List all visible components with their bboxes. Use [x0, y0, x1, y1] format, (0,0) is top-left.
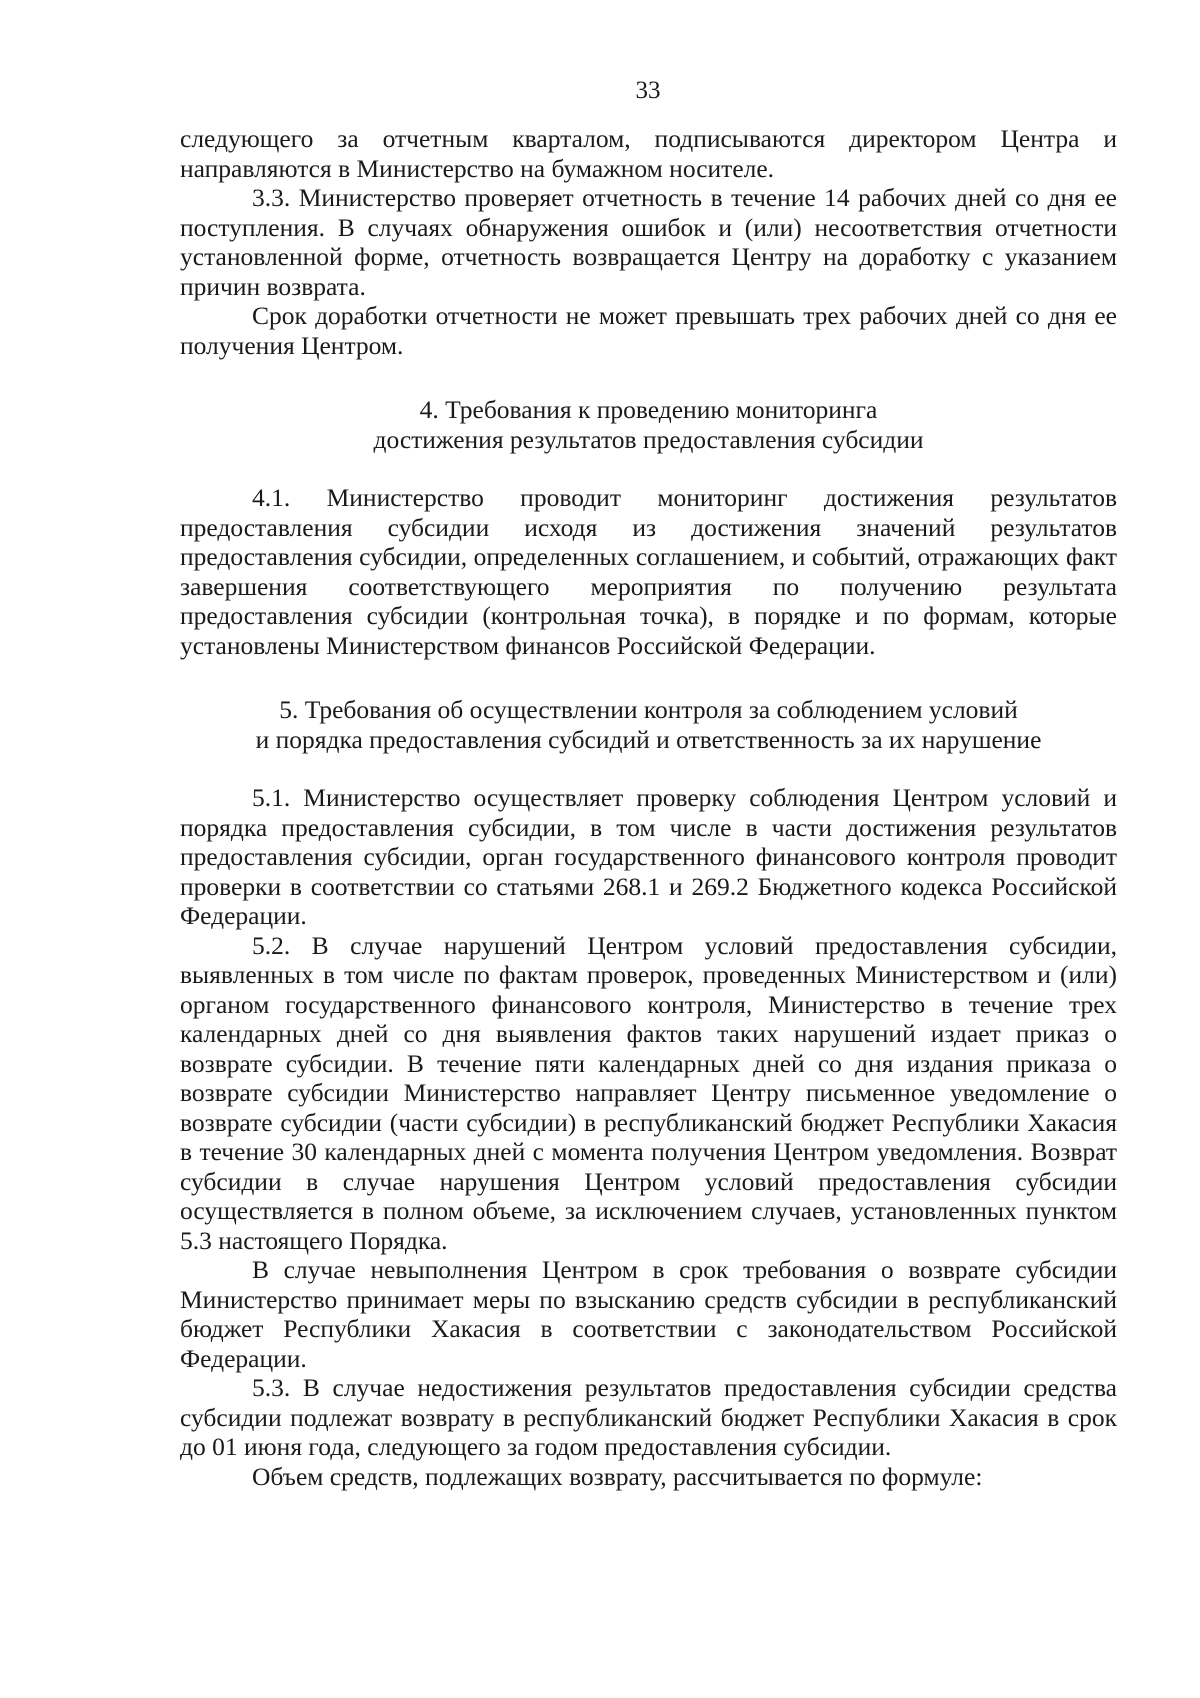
section-4-heading [180, 395, 1117, 454]
section-5-heading-line-1: 5. Требования об осуществлении контроля за соблюдением условий [279, 695, 1018, 724]
section-4-heading-line-1: 4. Требования к проведению мониторинга [419, 395, 878, 424]
section-4-heading-line-2: достижения результатов предоставления субсидии [373, 424, 924, 454]
paragraph-3-3: 3.3. Министерство проверяет отчетность в течение 14 рабочих дней со дня ее поступления. В случаях обнаружения ошибок и (или) несоответствия отчетности установленной форме, отчетность возвращается Центру на доработку с указанием причин возврата. [180, 183, 1117, 301]
paragraph-formula-intro: Объем средств, подлежащих возврату, рассчитывается по формуле: [252, 1461, 983, 1491]
section-5-heading [180, 695, 1117, 754]
paragraph-revision-deadline: Срок доработки отчетности не может превышать трех рабочих дней со дня ее получения Центром. [180, 301, 1117, 360]
section-5-heading-line-2: и порядка предоставления субсидий и ответственность за их нарушение [255, 724, 1042, 754]
paragraph-5-1: 5.1. Министерство осуществляет проверку соблюдения Центром условий и порядка предоставления субсидии, в том числе в части достижения результатов предоставления субсидии, орган государственного финансового контроля проводит проверки в соответствии со статьями 268.1 и 269.2 Бюджетного кодекса Российской Федерации. [180, 783, 1117, 930]
page-number: 33 [635, 77, 661, 104]
paragraph-4-1: 4.1. Министерство проводит мониторинг достижения результатов предоставления субсидии исходя из достижения значений результатов предоставления субсидии, определенных соглашением, и событий, отражающих факт завершения соответствующего мероприятия по получению результата предоставления субсидии (контрольная точка), в порядке и по формам, которые установлены Министерством финансов Российской Федерации. [180, 483, 1117, 660]
document-body [180, 124, 1117, 1491]
paragraph-5-3: 5.3. В случае недостижения результатов предоставления субсидии средства субсидии подлежат возврату в республиканский бюджет Республики Хакасия в срок до 01 июня года, следующего за годом предоставления субсидии. [180, 1373, 1117, 1461]
paragraph-recovery: В случае невыполнения Центром в срок требования о возврате субсидии Министерство принимает меры по взысканию средств субсидии в республиканский бюджет Республики Хакасия в соответствии с законодательством Российской Федерации. [180, 1255, 1117, 1373]
paragraph-continuation: следующего за отчетным кварталом, подписываются директором Центра и направляются в Министерство на бумажном носителе. [180, 124, 1117, 183]
paragraph-5-2: 5.2. В случае нарушений Центром условий предоставления субсидии, выявленных в том числе по фактам проверок, проведенных Министерством и (или) органом государственного финансового контроля, Министерство в течение трех календарных дней со дня выявления фактов таких нарушений издает приказ о возврате субсидии. В течение пяти календарных дней со дня издания приказа о возврате субсидии Министерство направляет Центру письменное уведомление о возврате субсидии (части субсидии) в республиканский бюджет Республики Хакасия в течение 30 календарных дней с момента получения Центром уведомления. Возврат субсидии в случае нарушения Центром условий предоставления субсидии осуществляется в полном объеме, за исключением случаев, установленных пунктом 5.3 настоящего Порядка. [180, 930, 1117, 1255]
